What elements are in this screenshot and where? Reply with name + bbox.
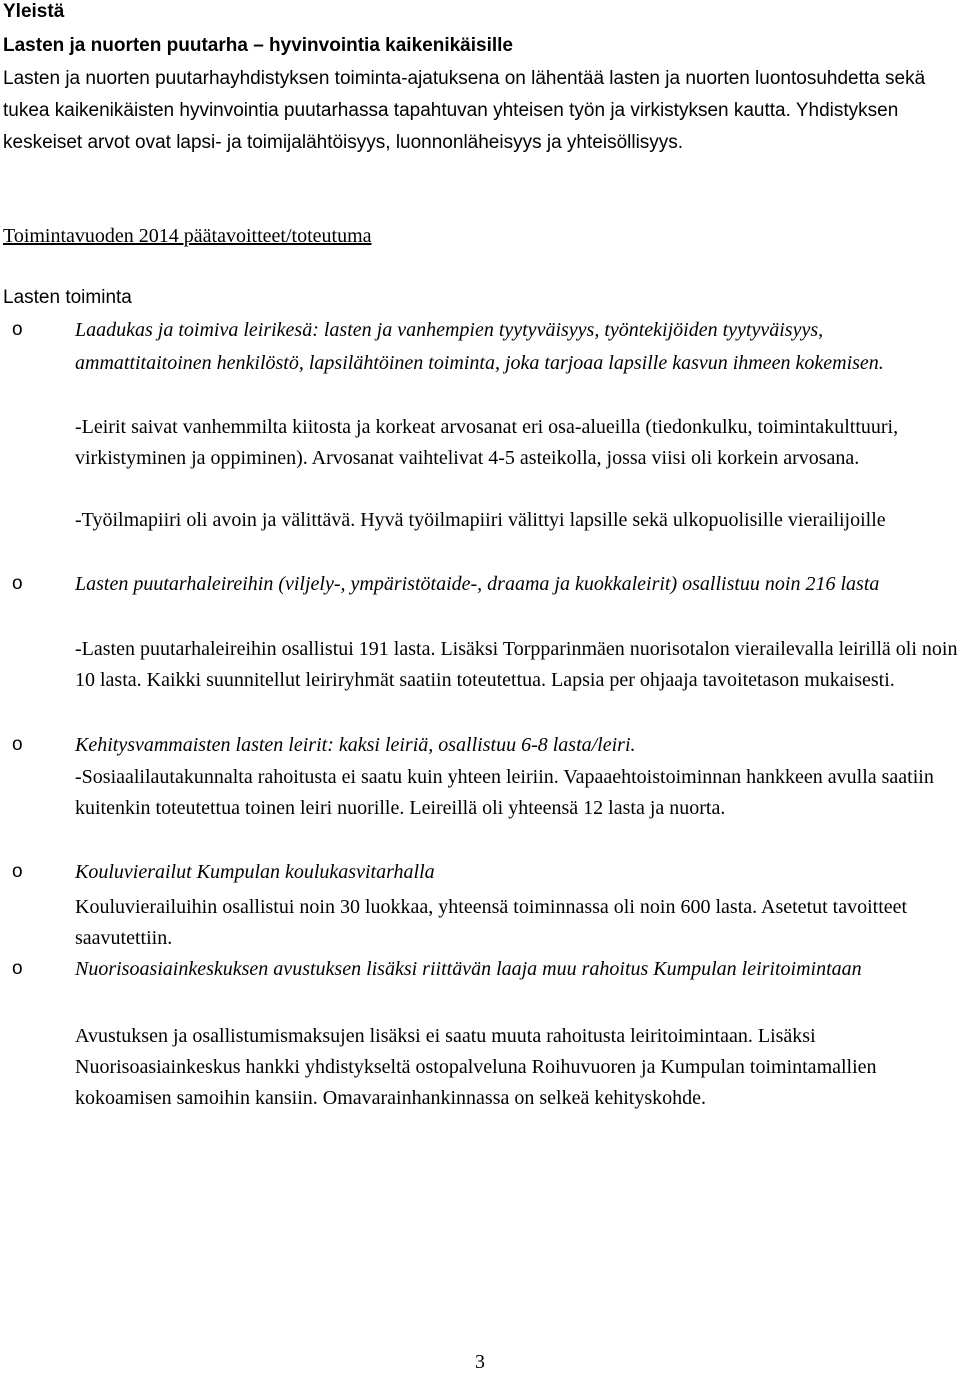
item-result: -Lasten puutarhaleireihin osallistui 191 lasta. Lisäksi Torpparinmäen nuorisotalon vierailevalla leirillä oli noin 10 lasta. Kaikki suunnitellut leiriryhmät saatiin toteutettua. Lapsia per ohjaaja tavoitetason mukaisesti. bbox=[75, 638, 958, 691]
item-result-extra: -Työilmapiiri oli avoin ja välittävä. Hyvä työilmapiiri välittyi lapsille sekä ulkopuolisille vierailijoille bbox=[75, 509, 886, 531]
item-result: Avustuksen ja osallistumismaksujen lisäksi ei saatu muuta rahoitusta leiritoimintaan. Lisäksi Nuorisoasiainkeskus hankki yhdistykseltä ostopalveluna Roihuvuoren ja Kumpulan toimintamallien kokoamisen samoihin kansiin. Omavarainhankinnassa on selkeä kehityskohde. bbox=[75, 1025, 877, 1109]
intro-paragraph: Lasten ja nuorten puutarhayhdistyksen toiminta-ajatuksena on lähentää lasten ja nuorten luontosuhdetta sekä tukea kaikenikäisten hyvinvointia puutarhassa tapahtuvan yhteisen työn ja virkistyksen kautta. Yhdistyksen keskeiset arvot ovat lapsi- ja toimijalähtöisyys, luonnonläheisyys ja yhteisöllisyys. bbox=[3, 68, 926, 153]
year-goals-heading: Toimintavuoden 2014 päätavoitteet/toteutuma bbox=[3, 225, 372, 247]
children-activities-heading: Lasten toiminta bbox=[3, 287, 132, 308]
item-goal: Kouluvierailut Kumpulan koulukasvitarhalla bbox=[75, 861, 435, 883]
bullet-circle-icon: o bbox=[12, 861, 23, 882]
bullet-circle-icon: o bbox=[12, 958, 23, 979]
intro-title: Lasten ja nuorten puutarha – hyvinvointia kaikenikäisille bbox=[3, 35, 513, 56]
bullet-circle-icon: o bbox=[12, 734, 23, 755]
item-goal: Nuorisoasiainkeskuksen avustuksen lisäksi riittävän laaja muu rahoitus Kumpulan leiritoimintaan bbox=[75, 958, 862, 980]
bullet-circle-icon: o bbox=[12, 573, 23, 594]
item-result: -Leirit saivat vanhemmilta kiitosta ja korkeat arvosanat eri osa-alueilla (tiedonkulku, toimintakulttuuri, virkistyminen ja oppiminen). Arvosanat vaihtelivat 4-5 asteikolla, jossa viisi oli korkein arvosana. bbox=[75, 416, 899, 469]
section-heading: Yleistä bbox=[3, 1, 65, 22]
page-number: 3 bbox=[475, 1351, 485, 1373]
bullet-circle-icon: o bbox=[12, 319, 23, 340]
item-goal: Laadukas ja toimiva leirikesä: lasten ja vanhempien tyytyväisyys, työntekijöiden tyytyväisyys, ammattitaitoinen henkilöstö, lapsilähtöinen toiminta, joka tarjoaa lapsille kasvun ihmeen kokemisen. bbox=[75, 319, 884, 374]
item-goal: Kehitysvammaisten lasten leirit: kaksi leiriä, osallistuu 6-8 lasta/leiri. bbox=[75, 734, 636, 756]
item-result: -Sosiaalilautakunnalta rahoitusta ei saatu kuin yhteen leiriin. Vapaaehtoistoiminnan hankkeen avulla saatiin kuitenkin toteutettua toinen leiri nuorille. Leireillä oli yhteensä 12 lasta ja nuorta. bbox=[75, 766, 934, 819]
item-goal: Lasten puutarhaleireihin (viljely-, ympäristötaide-, draama ja kuokkaleirit) osallistuu noin 216 lasta bbox=[75, 573, 880, 595]
item-result: Kouluvierailuihin osallistui noin 30 luokkaa, yhteensä toiminnassa oli noin 600 lasta. Asetetut tavoitteet saavutettiin. bbox=[75, 896, 908, 949]
